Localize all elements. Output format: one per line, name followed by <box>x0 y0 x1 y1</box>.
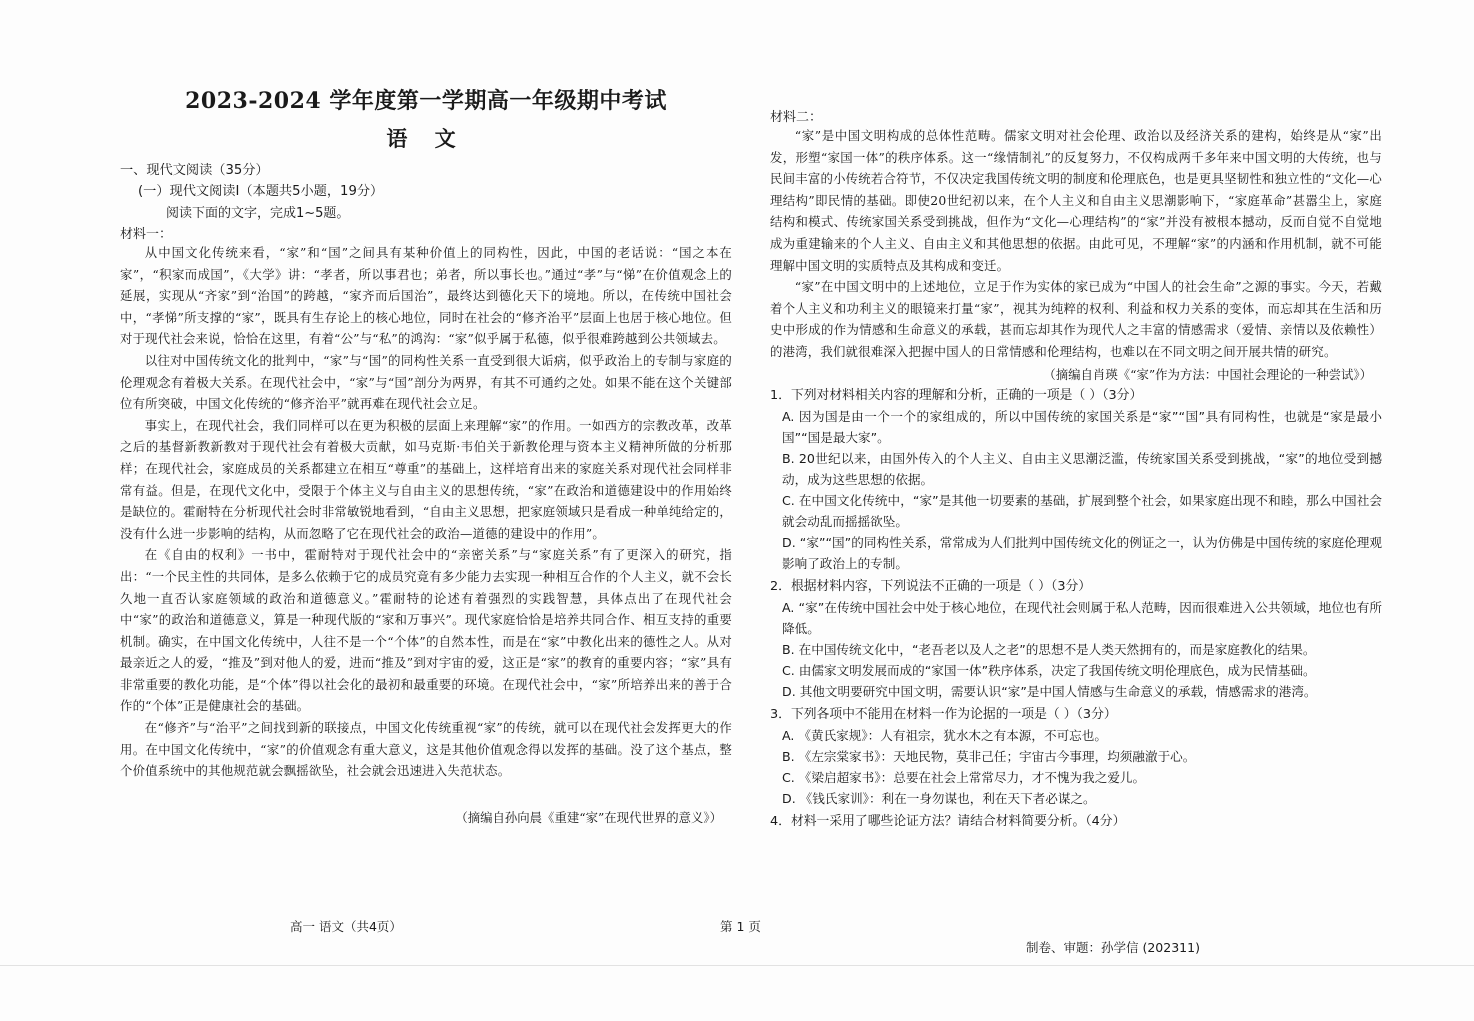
material1-body <box>120 242 732 782</box>
question-4 <box>770 811 1382 832</box>
question-2 <box>770 576 1382 702</box>
reading-instruction: 阅读下面的文字，完成1~5题。 <box>166 206 350 221</box>
answer-option: D. 《钱氏家训》：利在一身勿谋也，利在天下者必谋之。 <box>782 790 1096 806</box>
answer-option: B. 20世纪以来，由国外传入的个人主义、自由主义思潮泛滥，传统家国关系受到挑战，“家”的地位受到撼动，成为这些思想的依据。 <box>782 450 1382 487</box>
answer-option: A. “家”在传统中国社会中处于核心地位，在现代社会则属于私人范畴，因而很难进入公共领域，地位也有所降低。 <box>782 599 1382 636</box>
material1-label: 材料一： <box>120 227 173 242</box>
material1-paragraph: 在“修齐”与“治平”之间找到新的联接点，中国文化传统重视“家”的传统，就可以在现代社会发挥更大的作用。在中国文化传统中，“家”的价值观念有重大意义，这是其他价值观念得以发挥的基础。没了这个基点，整个价值系统中的其他规范就会飘摇欲坠，社会就会迅速进入失范状态。 <box>120 720 732 779</box>
answer-option: A. 《黄氏家规》：人有祖宗，犹水木之有本源，不可忘也。 <box>782 727 1107 743</box>
material2-paragraph: “家”是中国文明构成的总体性范畴。儒家文明对社会伦理、政治以及经济关系的建构，始终是从“家”出发，形塑“家国一体”的秩序体系。这一“缘情制礼”的反复努力，不仅构成两千多年来中国文明的大传统，也与民间丰富的小传统若合符节，不仅决定我国传统文明的制度和伦理底色，也是更具坚韧性和独立性的“文化—心理结构”即民情的基础。即使20世纪初以来，在个人主义和自由主义思潮影响下，“家庭革命”甚嚣尘上，家庭结构和模式、传统家国关系受到挑战，但作为“文化—心理结构”的“家”并没有被根本撼动，反而自觉不自觉地成为重建输来的个人主义、自由主义和其他思想的依据。由此可见，不理解“家”的内涵和作用机制，就不可能理解中国文明的实质特点及其构成和变迁。 <box>770 128 1382 273</box>
answer-option: B. 《左宗棠家书》：天地民物，莫非己任；宇宙古今事理，均须融澈于心。 <box>782 748 1196 764</box>
material2-label: 材料二： <box>770 110 823 125</box>
material2-source: （摘编自肖瑛《“家”作为方法：中国社会理论的一种尝试》） <box>1043 366 1372 382</box>
subsection-heading: (一）现代文阅读Ⅰ（本题共5小题，19分） <box>138 184 384 199</box>
right-column <box>770 104 1382 832</box>
question-stem: 3．下列各项中不能用在材料一作为论据的一项是（ ）（3分） <box>770 706 1117 722</box>
material1-source: （摘编自孙向晨《重建“家”在现代世界的意义》） <box>455 809 722 825</box>
answer-option: D. “家”“国”的同构性关系，常常成为人们批判中国传统文化的例证之一，认为仿佛是中国传统的家庭伦理观影响了政治上的专制。 <box>782 534 1382 571</box>
answer-option: C. 在中国文化传统中，“家”是其他一切要素的基础，扩展到整个社会，如果家庭出现不和睦，那么中国社会就会动乱而摇摇欲坠。 <box>782 492 1382 529</box>
scan-edge-divider <box>0 965 1474 966</box>
question-stem: 2．根据材料内容，下列说法不正确的一项是（ ）（3分） <box>770 578 1092 594</box>
material1-paragraph: 从中国文化传统来看，“家”和“国”之间具有某种价值上的同构性，因此，中国的老话说：“国之本在家”，“积家而成国”，《大学》讲：“孝者，所以事君也；弟者，所以事长也。”通过“孝”与“悌”在价值观念上的延展，实现从“齐家”到“治国”的跨越，“家齐而后国治”，最终达到德化天下的境地。所以，在传统中国社会中，“孝悌”所支撑的“家”，既具有生存论上的核心地位，同时在社会的“修齐治平”层面上也居于核心地位。但对于现代社会来说，恰恰在这里，有着“公”与“私”的鸿沟：“家”似乎属于私德，似乎很难跨越到公共领域去。 <box>120 245 732 347</box>
material1-paragraph: 事实上，在现代社会，我们同样可以在更为积极的层面上来理解“家”的作用。一如西方的宗教改革，改革之后的基督新教新教对于现代社会有着极大贡献，如马克斯·韦伯关于新教伦理与资本主义精神所做的分析那样；在现代社会，家庭成员的关系都建立在相互“尊重”的基础上，这样培育出来的家庭关系对现代社会同样非常有益。但是，在现代文化中，受限于个体主义与自由主义的思想传统，“家”在政治和道德建设中的作用始终是缺位的。霍耐特在分析现代社会时非常敏锐地看到，“自由主义思想，把家庭领域只是看成一种单纯给定的，没有什么进一步影响的结构，从而忽略了它在现代社会的政治—道德的建设中的作用”。 <box>120 417 732 541</box>
material2-paragraph: “家”在中国文明中的上述地位，立足于作为实体的家已成为“中国人的社会生命”之源的事实。今天，若戴着个人主义和功利主义的眼镜来打量“家”，视其为纯粹的权利、利益和权力关系的变体，而忘却其在生活和历史中形成的作为情感和生命意义的承载，甚而忘却其作为现代人之丰富的情感需求（爱情、亲情以及依赖性）的港湾，我们就很难深入把握中国人的日常情感和伦理结构，也难以在不同文明之间开展共情的研究。 <box>770 279 1382 359</box>
answer-option: C. 《梁启超家书》：总要在社会上常常尽力，才不愧为我之爱儿。 <box>782 769 1146 785</box>
left-column <box>120 84 732 826</box>
footer-right: 制卷、审题：孙学信 (202311) <box>1026 940 1200 955</box>
answer-option: D. 其他文明要研究中国文明，需要认识“家”是中国人情感与生命意义的承载，情感需求的港湾。 <box>782 683 1317 699</box>
answer-option: C. 由儒家文明发展而成的“家国一体”秩序体系，决定了我国传统文明伦理底色，成为民情基础。 <box>782 662 1316 678</box>
section-heading: 一、现代文阅读（35分） <box>120 163 269 178</box>
exam-title: 2023-2024 学年度第一学期高一年级期中考试 <box>185 88 667 114</box>
subject-title: 语 文 <box>386 126 466 151</box>
footer-left: 高一 语文（共4页） <box>290 919 402 934</box>
material1-paragraph: 以往对中国传统文化的批判中，“家”与“国”的同构性关系一直受到很大诟病，似乎政治上的专制与家庭的伦理观念有着极大关系。在现代社会中，“家”与“国”剖分为两界，有其不可通约之处。如果不能在这个关键部位有所突破，中国文化传统的“修齐治平”就再难在现代社会立足。 <box>120 352 732 412</box>
question-1 <box>770 385 1382 574</box>
answer-option: B. 在中国传统文化中，“老吾老以及人之老”的思想不是人类天然拥有的，而是家庭教化的结果。 <box>782 641 1316 657</box>
answer-option: A. 因为国是由一个一个的家组成的，所以中国传统的家国关系是“家”“国”具有同构性，也就是“家是最小国”“国是最大家”。 <box>782 408 1382 445</box>
question-3 <box>770 704 1382 809</box>
material1-paragraph: 在《自由的权利》一书中，霍耐特对于现代社会中的“亲密关系”与“家庭关系”有了更深入的研究，指出：“一个民主性的共同体，是多么依赖于它的成员究竟有多少能力去实现一种相互合作的个人主义，就不会长久地一直否认家庭领域的政治和道德意义。”霍耐特的论述有着强烈的实践智慧，具体点出了在现代社会中“家”的政治和道德意义，算是一种现代版的“家和万事兴”。现代家庭恰恰是培养共同合作、相互支持的重要机制。确实，在中国文化传统中，人往不是一个“个体”的自然本性，而是在“家”中教化出来的德性之人。从对最亲近之人的爱，“推及”到对他人的爱，进而“推及”到对宇宙的爱，这正是“家”的教育的重要内容；“家”具有非常重要的教化功能，是“个体”得以社会化的最初和最重要的环境。在现代社会中，“家”所培养出来的善于合作的“个体”正是健康社会的基础。 <box>120 547 732 714</box>
question-stem: 4．材料一采用了哪些论证方法？请结合材料简要分析。（4分） <box>770 813 1126 829</box>
question-stem: 1．下列对材料相关内容的理解和分析，正确的一项是（ ）（3分） <box>770 387 1143 403</box>
material2-body <box>770 125 1382 363</box>
footer-page-number: 第 1 页 <box>720 919 761 934</box>
